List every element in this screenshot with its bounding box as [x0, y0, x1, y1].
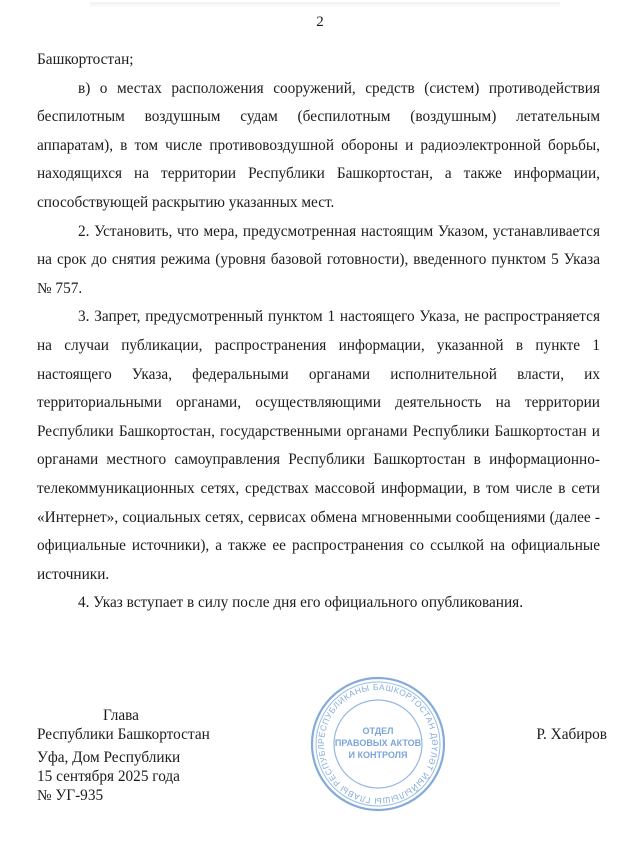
signatory-organization: Республики Башкортостан	[37, 726, 210, 743]
paragraph-item-v: в) о местах расположения сооружений, средств (систем) противодействия беспилотным воздушным судам (беспилотным (воздушным) летательным аппаратам), в том числе противовоздушной обороны и радиоэлектронной борьбы, находящихся на территории Республики Башкортостан, а также информации, способствующей раскрытию указанных мест.	[37, 79, 600, 211]
document-meta	[37, 748, 180, 805]
official-seal	[308, 674, 448, 814]
paragraph-4: 4. Указ вступает в силу после дня его официального опубликования.	[78, 594, 524, 612]
document-number: № УГ-935	[37, 787, 104, 804]
signing-place: Уфа, Дом Республики	[37, 749, 181, 766]
signatory-name: Р. Хабиров	[536, 726, 607, 743]
seal-ring-text: РЕСПУБЛИКАНЫ БАШКОРТОСТАН ДӘҮЛӘТ ЙЫЙЫЛЫШЫ ГЛАВЫ РЕСПУБЛ	[315, 681, 441, 807]
signatory-title: Глава	[103, 707, 139, 724]
seal-graphic	[308, 674, 448, 814]
scan-shadow	[90, 2, 560, 8]
signature-block	[37, 706, 607, 744]
document-body	[37, 46, 600, 618]
paragraph-continuation: Башкортостан;	[37, 51, 134, 68]
seal-center-line-1: ОТДЕЛ	[362, 726, 394, 736]
paragraph-2: 2. Установить, что мера, предусмотренная настоящим Указом, устанавливается на срок до снятия режима (уровня базовой готовности), введенного пунктом 5 Указа № 757.	[37, 222, 600, 297]
page-number: 2	[316, 14, 324, 30]
seal-center-line-3: И КОНТРОЛЯ	[348, 750, 408, 760]
paragraph-3: 3. Запрет, предусмотренный пунктом 1 настоящего Указа, не распространяется на случаи публикации, распространения информации, указанной в пункте 1 настоящего Указа, федеральными органами исполнительной власти, их территориальными органами, осуществляющими деятельность на территории Республики Башкортостан, государственными органами Республики Башкортостан и органами местного самоуправления Республики Башкортостан в информационно-телекоммуникационных сетях, средствах массовой информации, в том числе в сети «Интернет», социальных сетях, сервисах обмена мгновенными сообщениями (далее - официальные источники), а также ее распространения со ссылкой на официальные источники.	[37, 308, 600, 583]
seal-center-line-2: ПРАВОВЫХ АКТОВ	[334, 738, 422, 748]
signing-date: 15 сентября 2025 года	[37, 768, 180, 785]
